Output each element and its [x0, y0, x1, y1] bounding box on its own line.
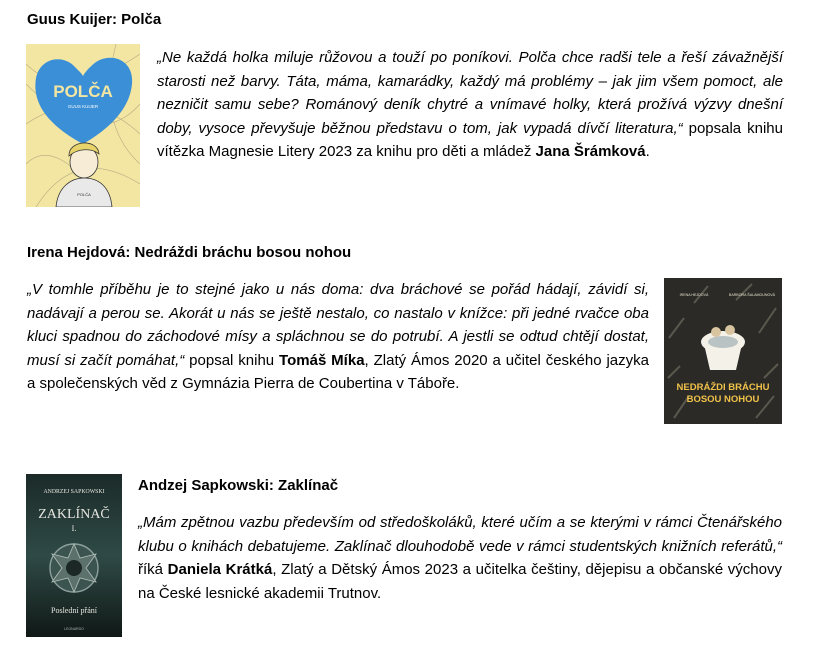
section-3-quote: „Mám zpětnou vazbu především od středoškoláků, které učím a se kterými v rámci Čtenářského klubu o knihách debatujeme. Zaklínač dlouhodobě vede v rámci studentských knižních referátů,“ — [138, 514, 782, 555]
section-2-text-before: popsal knihu — [184, 351, 280, 369]
section-1-person: Jana Šrámková — [535, 143, 646, 160]
section-1-text-after: . — [645, 143, 650, 160]
nedrazdi-cover-title-1: NEDRÁŽDI BRÁCHU — [676, 382, 770, 393]
section-2-person: Tomáš Míka — [279, 351, 365, 369]
zaklinac-cover-subtitle: Poslední přání — [51, 606, 97, 615]
section-3-text-before: říká — [138, 561, 168, 578]
section-2-title: Irena Hejdová: Nedráždi bráchu bosou nohou — [27, 244, 352, 261]
section-2-paragraph — [27, 278, 649, 396]
nedrazdi-cover-author-left: IRENA HEJDOVÁ — [679, 293, 709, 297]
section-3-text-after: , Zlatý a Dětský Ámos 2023 a učitelka češtiny, dějepisu a občanské výchovy na České lesnické akademii Trutnov. — [138, 561, 782, 602]
section-2-quote: „V tomhle příběhu je to stejné jako u nás doma: dva bráchové se pořád hádají, závidí si, nadávají a perou se. Akorát u nás se ještě nestalo, co nastalo v knížce: při jedné rvačce oba kluci spadnou do záchodové mísy a spláchnou se do potrubí. A jestli se odtud chtějí dostat, musí si začít pomáhat,“ — [27, 281, 649, 369]
polca-cover-image — [26, 44, 140, 207]
section-3-person: Daniela Krátká — [167, 561, 273, 578]
section-1-quote: „Ne každá holka miluje růžovou a touží po poníkovi. Polča chce radši tele a řeší závažnější starosti než barvy. Táta, máma, kamarádky, každý má problémy – jak jim všem pomoct, ale nezničit samu sebe? Románový deník chytré a vnímavé holky, která prožívá výzvy dnešní doby, vysoce převyšuje běžnou představu o tom, jak vypadá dívčí literatura,“ — [157, 49, 783, 137]
polca-cover-author: GUUS KUIJER — [67, 104, 99, 109]
zaklinac-cover-image — [26, 474, 122, 637]
zaklinac-cover-author: ANDRZEJ SAPKOWSKI — [43, 489, 105, 495]
section-3-paragraph — [138, 511, 782, 605]
section-3-title: Andzej Sapkowski: Zaklínač — [138, 477, 339, 494]
section-1-paragraph — [157, 46, 783, 164]
nedrazdi-cover-author-right: BARBORA ŠALAMOUNOVÁ — [728, 293, 776, 297]
polca-cover-title: POLČA — [53, 82, 113, 101]
section-1-text-before: popsala knihu vítězka Magnesie Litery 2023 za knihu pro děti a mládež — [157, 119, 783, 160]
section-2-text-after: , Zlatý Ámos 2020 a učitel českého jazyka a společenských věd z Gymnázia Pierra de Coubertina v Táboře. — [27, 351, 649, 392]
polca-shirt-text: POLČA — [77, 192, 91, 197]
zaklinac-cover-title: ZAKLÍNAČ — [38, 507, 110, 522]
zaklinac-cover-volume: I. — [71, 524, 77, 533]
nedrazdi-cover-title-2: BOSOU NOHOU — [686, 394, 760, 405]
section-1-title: Guus Kuijer: Polča — [27, 11, 162, 28]
zaklinac-cover-publisher: LEONARDO — [64, 627, 84, 631]
nedrazdi-cover-image — [664, 278, 782, 424]
